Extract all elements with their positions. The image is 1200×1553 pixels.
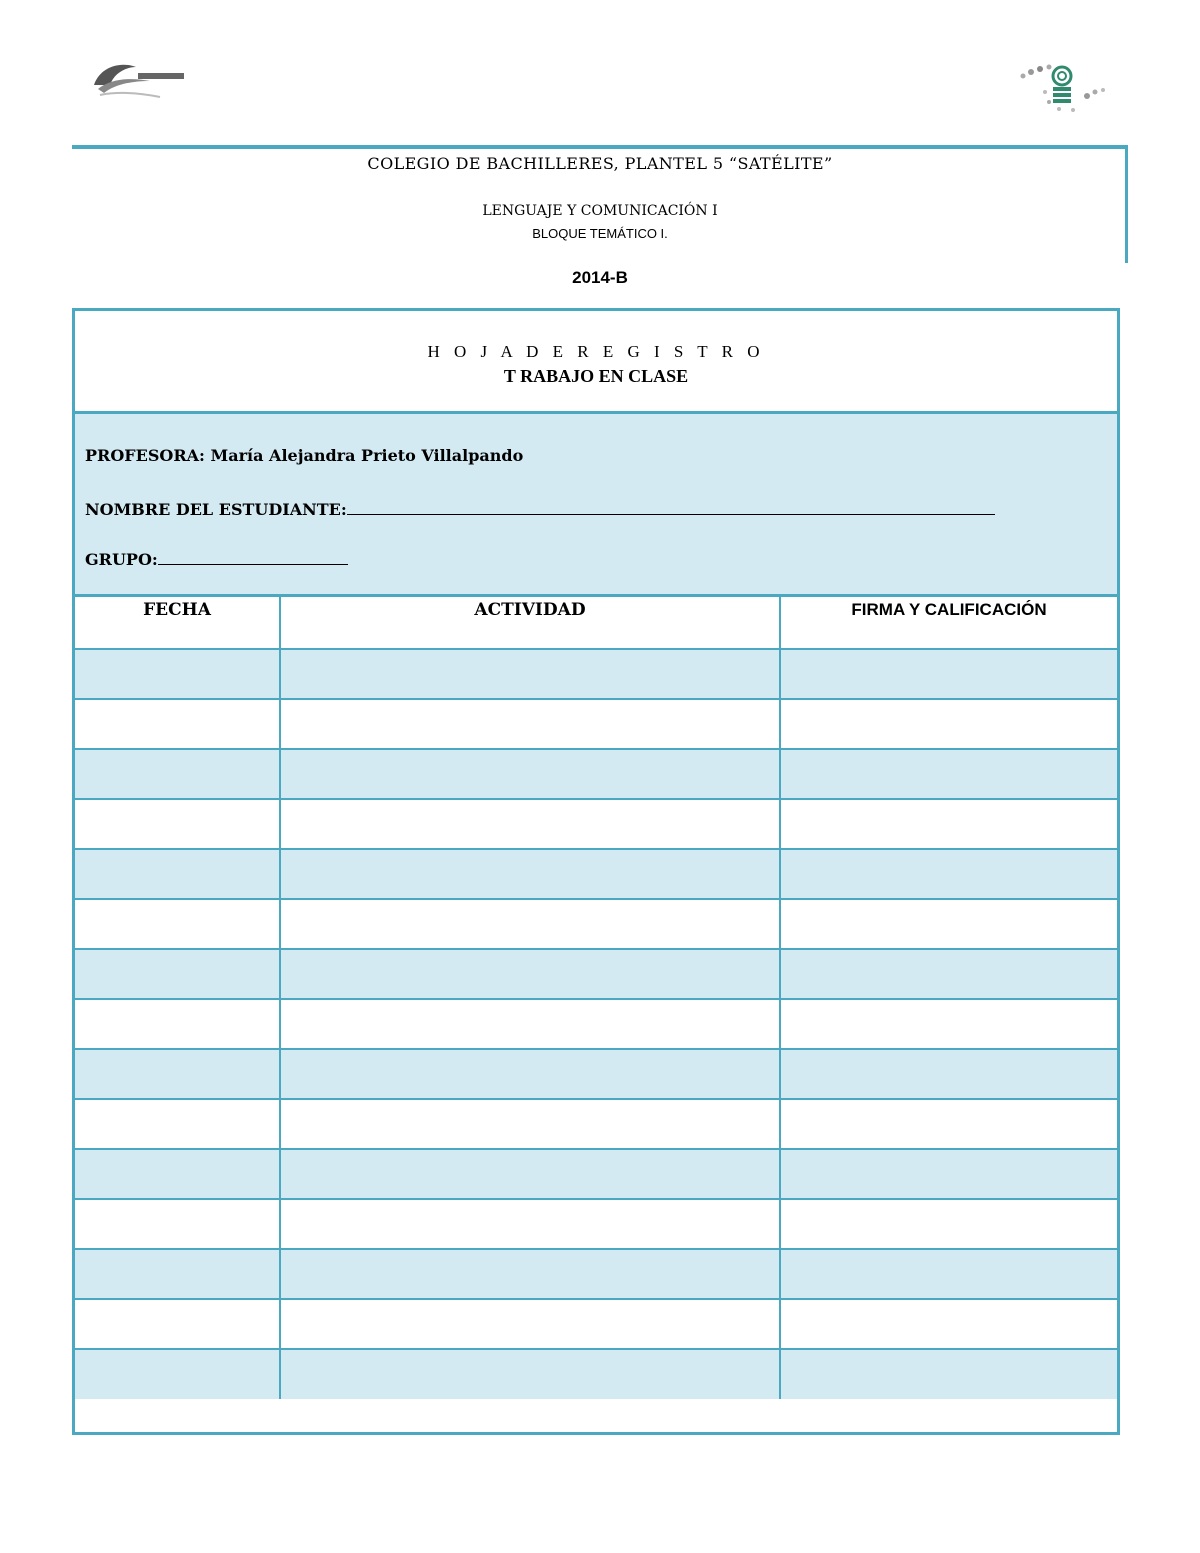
- activity-cell[interactable]: [280, 849, 780, 899]
- activity-table: [75, 597, 1117, 1399]
- date-cell[interactable]: [75, 849, 280, 899]
- date-cell[interactable]: [75, 899, 280, 949]
- table-row: [75, 1199, 1117, 1249]
- table-row: [75, 1149, 1117, 1199]
- college-name: COLEGIO DE BACHILLERES, PLANTEL 5 “SATÉLITE”: [367, 154, 833, 173]
- activity-cell[interactable]: [280, 699, 780, 749]
- date-cell[interactable]: [75, 1349, 280, 1399]
- date-cell[interactable]: [75, 699, 280, 749]
- signature-cell[interactable]: [780, 1099, 1117, 1149]
- school-logo-right: [1015, 62, 1110, 114]
- column-header-signature: FIRMA Y CALIFICACIÓN: [780, 597, 1117, 649]
- table-row: [75, 1299, 1117, 1349]
- signature-cell[interactable]: [780, 999, 1117, 1049]
- signature-cell[interactable]: [780, 1349, 1117, 1399]
- activity-cell[interactable]: [280, 799, 780, 849]
- table-row: [75, 749, 1117, 799]
- activity-cell[interactable]: [280, 1099, 780, 1149]
- header-rule: [72, 145, 1128, 149]
- teacher-name: PROFESORA: María Alejandra Prieto Villalpando: [85, 446, 524, 465]
- student-name-label: NOMBRE DEL ESTUDIANTE:: [85, 500, 347, 519]
- info-section: [75, 414, 1117, 597]
- registration-sheet: [72, 308, 1120, 1435]
- sheet-title-box: [75, 311, 1117, 414]
- sheet-subtitle: T RABAJO EN CLASE: [503, 366, 689, 386]
- signature-cell[interactable]: [780, 899, 1117, 949]
- table-row: [75, 799, 1117, 849]
- school-logo-left: [90, 55, 190, 101]
- date-cell[interactable]: [75, 1099, 280, 1149]
- table-row: [75, 1049, 1117, 1099]
- activity-cell[interactable]: [280, 1199, 780, 1249]
- date-cell[interactable]: [75, 1199, 280, 1249]
- activity-cell[interactable]: [280, 999, 780, 1049]
- date-cell[interactable]: [75, 1249, 280, 1299]
- activity-cell[interactable]: [280, 1299, 780, 1349]
- activity-cell[interactable]: [280, 1049, 780, 1099]
- school-period: 2014-B: [572, 268, 628, 287]
- table-row: [75, 899, 1117, 949]
- table-row: [75, 949, 1117, 999]
- sheet-title: H O J A D E R E G I S T R O: [427, 342, 765, 361]
- table-row: [75, 999, 1117, 1049]
- date-cell[interactable]: [75, 1299, 280, 1349]
- group-row: [85, 548, 348, 569]
- table-row: [75, 699, 1117, 749]
- group-label: GRUPO:: [85, 550, 158, 569]
- signature-cell[interactable]: [780, 699, 1117, 749]
- column-header-activity: ACTIVIDAD: [280, 597, 780, 649]
- student-name-field[interactable]: [347, 498, 995, 515]
- signature-cell[interactable]: [780, 1049, 1117, 1099]
- signature-cell[interactable]: [780, 1149, 1117, 1199]
- table-header-row: [75, 597, 1117, 649]
- date-cell[interactable]: [75, 1149, 280, 1199]
- date-cell[interactable]: [75, 1049, 280, 1099]
- table-row: [75, 649, 1117, 699]
- table-row: [75, 849, 1117, 899]
- thematic-block: BLOQUE TEMÁTICO I.: [532, 226, 668, 241]
- activity-cell[interactable]: [280, 899, 780, 949]
- date-cell[interactable]: [75, 749, 280, 799]
- activity-cell[interactable]: [280, 1249, 780, 1299]
- signature-cell[interactable]: [780, 1249, 1117, 1299]
- activity-cell[interactable]: [280, 1149, 780, 1199]
- table-row: [75, 1349, 1117, 1399]
- date-cell[interactable]: [75, 799, 280, 849]
- signature-cell[interactable]: [780, 749, 1117, 799]
- subject-name: LENGUAJE Y COMUNICACIÓN I: [482, 203, 718, 219]
- signature-cell[interactable]: [780, 1199, 1117, 1249]
- signature-cell[interactable]: [780, 1299, 1117, 1349]
- table-row: [75, 1099, 1117, 1149]
- group-field[interactable]: [158, 548, 348, 565]
- student-name-row: [85, 498, 995, 519]
- signature-cell[interactable]: [780, 849, 1117, 899]
- date-cell[interactable]: [75, 949, 280, 999]
- table-row: [75, 1249, 1117, 1299]
- activity-cell[interactable]: [280, 949, 780, 999]
- date-cell[interactable]: [75, 649, 280, 699]
- activity-cell[interactable]: [280, 649, 780, 699]
- activity-cell[interactable]: [280, 749, 780, 799]
- activity-cell[interactable]: [280, 1349, 780, 1399]
- signature-cell[interactable]: [780, 799, 1117, 849]
- signature-cell[interactable]: [780, 649, 1117, 699]
- date-cell[interactable]: [75, 999, 280, 1049]
- signature-cell[interactable]: [780, 949, 1117, 999]
- column-header-date: FECHA: [75, 597, 280, 649]
